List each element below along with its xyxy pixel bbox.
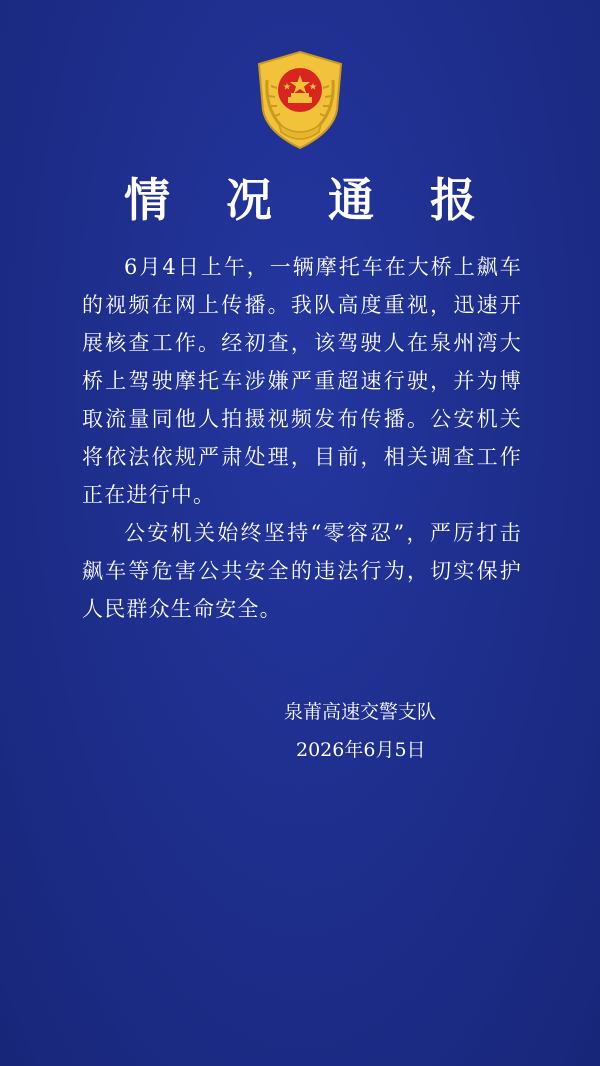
notice-paragraph: 6月4日上午，一辆摩托车在大桥上飙车的视频在网上传播。我队高度重视，迅速开展核查工作。经初查，该驾驶人在泉州湾大桥上驾驶摩托车涉嫌严重超速行驶，并为博取流量同他人拍摄视频发布传播。公安机关将依法依规严肃处理，目前，相关调查工作正在进行中。 — [82, 255, 522, 507]
notice-title: 情 况 通 报 — [123, 173, 497, 227]
notice-body — [82, 248, 522, 628]
police-emblem-icon — [253, 50, 347, 150]
notice-signature — [270, 693, 470, 769]
notice-paragraph: 公安机关始终坚持“零容忍”，严厉打击飙车等危害公共安全的违法行为，切实保护人民群众生命安全。 — [82, 521, 522, 621]
signature-date: 2026年6月5日 — [296, 739, 426, 761]
signature-org: 泉莆高速交警支队 — [284, 701, 437, 723]
